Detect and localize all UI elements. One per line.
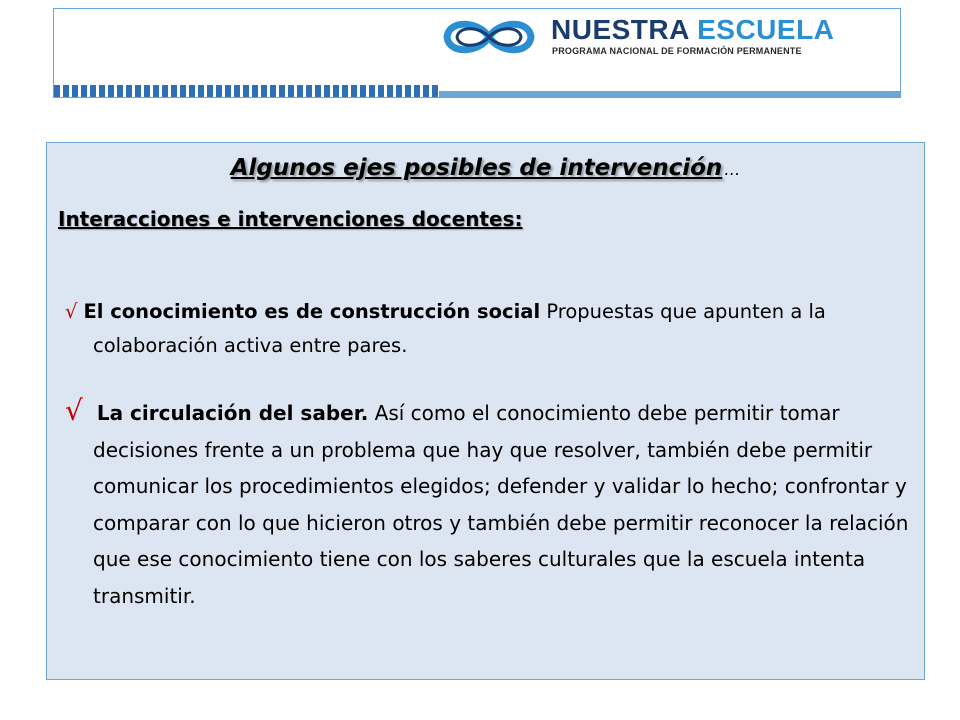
bullet-point: √ La circulación del saber. Así como el conocimiento debe permitir tomar decisiones frente a un problema que hay que resolver, también debe permitir comunicar los procedimientos elegidos; defender y validar lo hecho; confrontar y comparar con lo que hicieron otros y también debe permitir reconocer la relación que ese conocimiento tiene con los saberes culturales que la escuela intenta transmitir.	[65, 394, 909, 608]
logo-subtitle: PROGRAMA NACIONAL DE FORMACIÓN PERMANENTE	[552, 46, 802, 56]
header-banner	[53, 8, 901, 98]
banner-stripe	[54, 85, 439, 97]
logo	[439, 13, 899, 65]
content-box	[46, 142, 925, 680]
logo-title: NUESTRA ESCUELA	[551, 14, 835, 45]
check-icon: √	[65, 394, 83, 427]
section-subtitle: Interacciones e intervenciones docentes:	[58, 207, 523, 231]
bullet-point: √ El conocimiento es de construcción social Propuestas que apunten a la colaboración activa entre pares.	[65, 300, 826, 357]
infinity-logo-icon	[439, 15, 539, 59]
check-icon: √	[65, 300, 78, 323]
page-title: Algunos ejes posibles de intervención …	[230, 155, 741, 181]
